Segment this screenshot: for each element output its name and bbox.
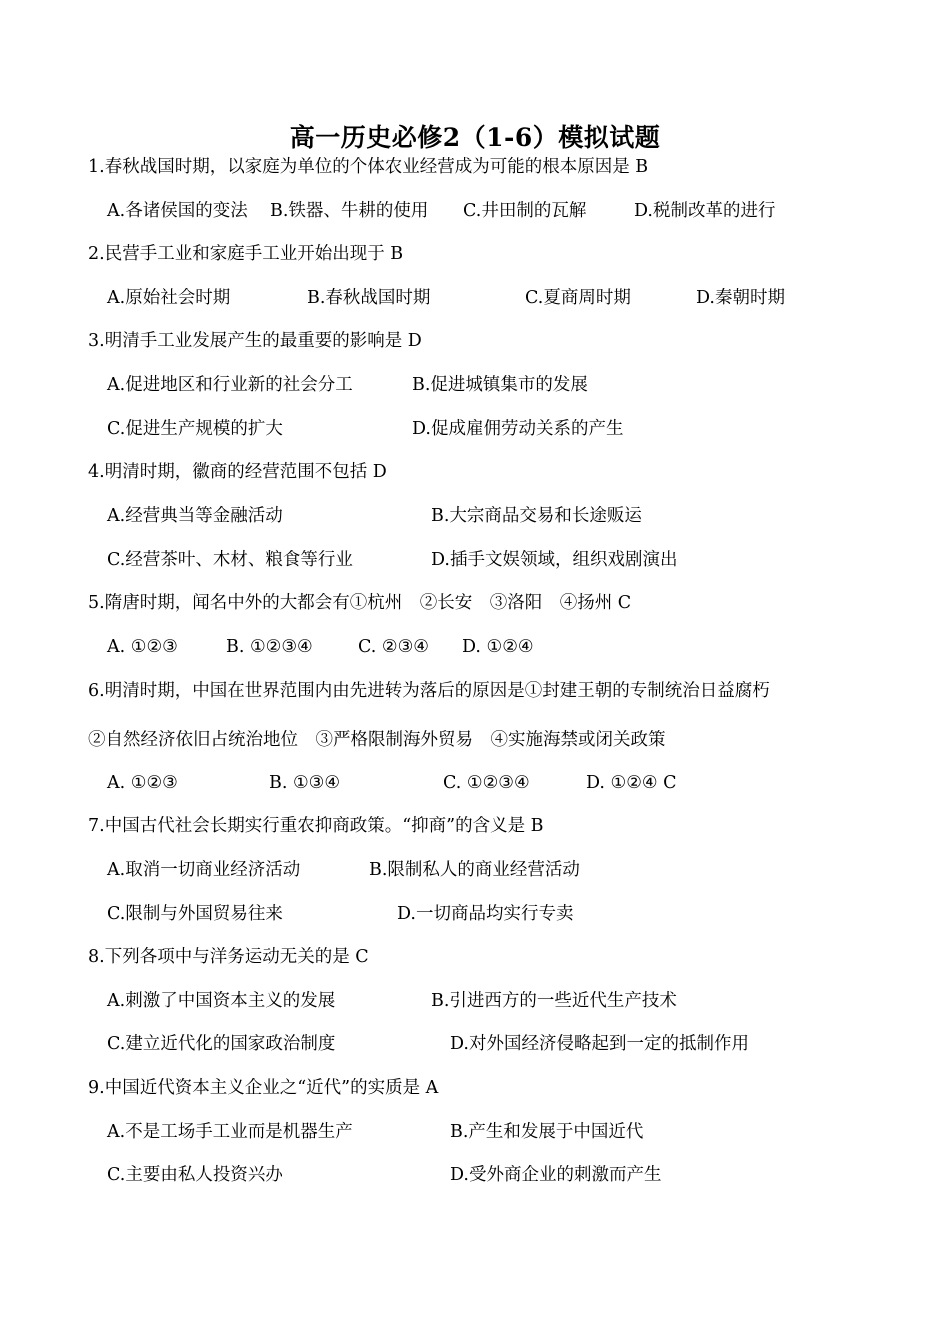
question-8-option-c: C.建立近代化的国家政治制度: [107, 1034, 336, 1054]
question-1-option-c: C.井田制的瓦解: [463, 201, 587, 221]
question-1-option-d: D.税制改革的进行: [634, 201, 776, 221]
question-8-stem: 8.下列各项中与洋务运动无关的是 C: [88, 947, 369, 967]
question-4-option-d: D.插手文娱领域，组织戏剧演出: [431, 550, 678, 570]
question-6-option-d: D. ①②④ C: [586, 773, 677, 793]
question-8-option-a: A.刺激了中国资本主义的发展: [107, 991, 336, 1011]
question-3-option-a: A.促进地区和行业新的社会分工: [107, 375, 353, 395]
question-5-stem: 5.隋唐时期，闻名中外的大都会有①杭州 ②长安 ③洛阳 ④扬州 C: [88, 593, 632, 613]
question-5-option-c: C. ②③④: [358, 637, 429, 657]
question-3-option-d: D.促成雇佣劳动关系的产生: [412, 419, 624, 439]
question-6-option-a: A. ①②③: [107, 773, 178, 793]
question-9-stem: 9.中国近代资本主义企业之“近代”的实质是 A: [88, 1078, 439, 1098]
question-3-stem: 3.明清手工业发展产生的最重要的影响是 D: [88, 331, 422, 351]
question-4-stem: 4.明清时期，徽商的经营范围不包括 D: [88, 462, 387, 482]
question-1-option-b: B.铁器、牛耕的使用: [270, 201, 429, 221]
question-6-option-c: C. ①②③④: [443, 773, 530, 793]
question-2-option-d: D.秦朝时期: [696, 288, 785, 308]
question-4-option-c: C.经营茶叶、木材、粮食等行业: [107, 550, 353, 570]
question-9-option-c: C.主要由私人投资兴办: [107, 1165, 283, 1185]
question-7-option-b: B.限制私人的商业经营活动: [369, 860, 580, 880]
question-4-option-b: B.大宗商品交易和长途贩运: [431, 506, 642, 526]
question-2-option-a: A.原始社会时期: [107, 288, 231, 308]
question-1-stem: 1.春秋战国时期，以家庭为单位的个体农业经营成为可能的根本原因是 B: [88, 157, 649, 177]
question-8-option-d: D.对外国经济侵略起到一定的抵制作用: [450, 1034, 749, 1054]
question-5-option-d: D. ①②④: [462, 637, 534, 657]
question-3-option-b: B.促进城镇集市的发展: [412, 375, 588, 395]
question-2-option-b: B.春秋战国时期: [307, 288, 431, 308]
question-7-stem: 7.中国古代社会长期实行重农抑商政策。“抑商”的含义是 B: [88, 816, 544, 836]
page-title: 高一历史必修2（1-6）模拟试题: [289, 123, 661, 152]
question-9-option-a: A.不是工场手工业而是机器生产: [107, 1122, 353, 1142]
question-6-stem-continued: ②自然经济依旧占统治地位 ③严格限制海外贸易 ④实施海禁或闭关政策: [88, 730, 666, 750]
question-8-option-b: B.引进西方的一些近代生产技术: [431, 991, 677, 1011]
question-7-option-a: A.取消一切商业经济活动: [107, 860, 301, 880]
question-4-option-a: A.经营典当等金融活动: [107, 506, 283, 526]
question-2-stem: 2.民营手工业和家庭手工业开始出现于 B: [88, 244, 404, 264]
question-3-option-c: C.促进生产规模的扩大: [107, 419, 283, 439]
question-7-option-c: C.限制与外国贸易往来: [107, 904, 283, 924]
question-9-option-b: B.产生和发展于中国近代: [450, 1122, 644, 1142]
question-5-option-b: B. ①②③④: [226, 637, 313, 657]
question-6-stem: 6.明清时期，中国在世界范围内由先进转为落后的原因是①封建王朝的专制统治日益腐朽: [88, 681, 770, 701]
question-9-option-d: D.受外商企业的刺激而产生: [450, 1165, 662, 1185]
question-2-option-c: C.夏商周时期: [525, 288, 631, 308]
question-6-option-b: B. ①③④: [269, 773, 341, 793]
question-7-option-d: D.一切商品均实行专卖: [397, 904, 574, 924]
question-5-option-a: A. ①②③: [107, 637, 178, 657]
question-1-option-a: A.各诸侯国的变法: [107, 201, 248, 221]
